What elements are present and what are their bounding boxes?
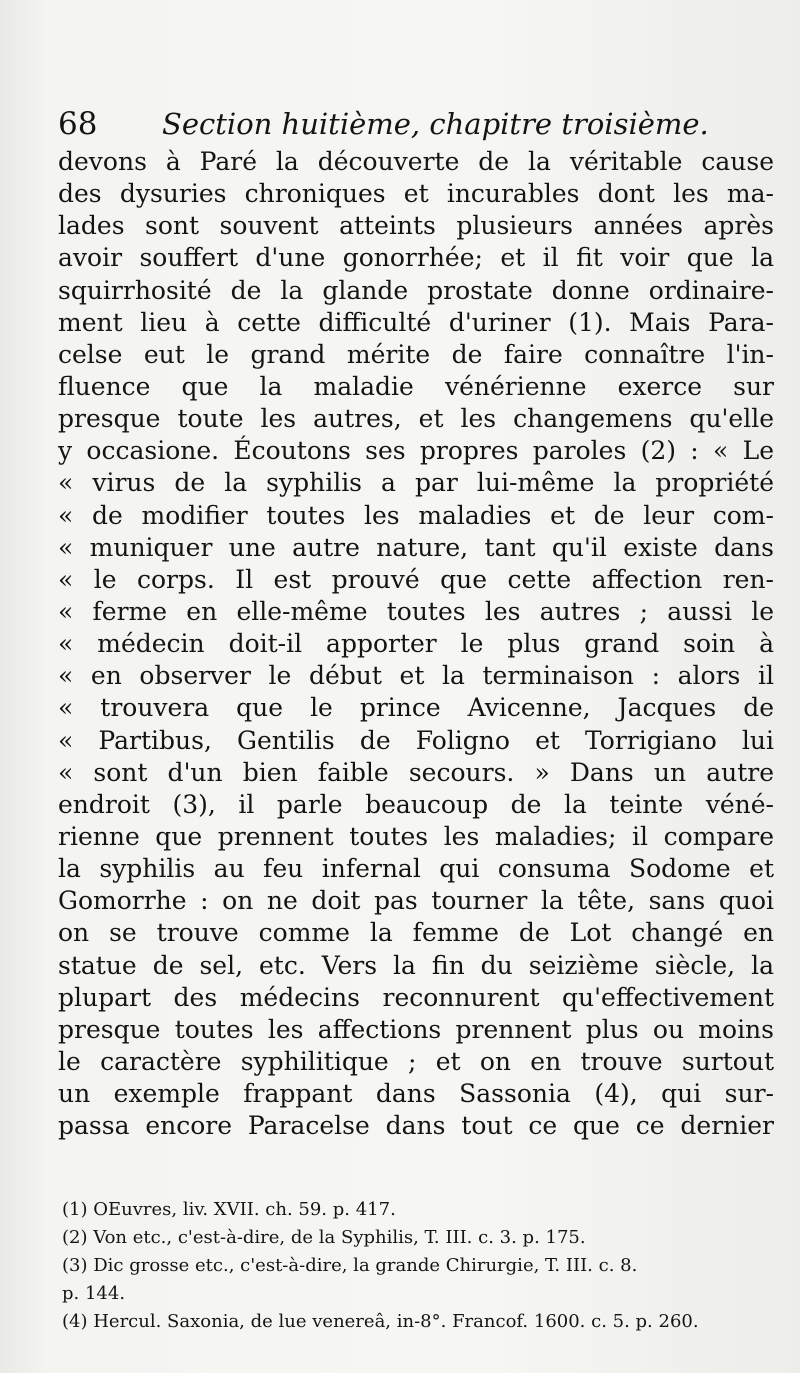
text-line: plupart des médecins reconnurent qu'effectivement bbox=[58, 982, 774, 1012]
running-head: Section huitième, chapitre troisième. bbox=[162, 107, 709, 141]
footnotes bbox=[62, 1196, 774, 1336]
text-line: « Partibus, Gentilis de Foligno et Torrigiano lui bbox=[58, 725, 774, 755]
text-line: « de modifier toutes les maladies et de leur com- bbox=[58, 500, 774, 530]
text-line: statue de sel, etc. Vers la fin du seizième siècle, la bbox=[58, 950, 774, 980]
text-line: un exemple frappant dans Sassonia (4), qui sur- bbox=[58, 1079, 774, 1109]
text-line: « sont d'un bien faible secours. » Dans un autre bbox=[58, 757, 774, 787]
page-number: 68 bbox=[58, 106, 98, 142]
text-line: devons à Paré la découverte de la véritable cause bbox=[58, 147, 774, 176]
footnote: (1) OEuvres, liv. XVII. ch. 59. p. 417. bbox=[62, 1199, 396, 1220]
text-line: le caractère syphilitique ; et on en trouve surtout bbox=[58, 1046, 774, 1076]
text-line: « virus de la syphilis a par lui-même la propriété bbox=[58, 468, 774, 498]
text-line: rienne que prennent toutes les maladies; il compare bbox=[58, 821, 774, 851]
page-header bbox=[58, 104, 778, 144]
text-line: la syphilis au feu infernal qui consuma Sodome et bbox=[58, 854, 774, 884]
text-line: des dysuries chroniques et incurables dont les ma- bbox=[58, 179, 774, 209]
text-line: squirrhosité de la glande prostate donne ordinaire- bbox=[58, 275, 774, 305]
text-line: fluence que la maladie vénérienne exerce sur bbox=[58, 371, 774, 401]
text-line: « le corps. Il est prouvé que cette affection ren- bbox=[58, 564, 774, 594]
text-line: endroit (3), il parle beaucoup de la teinte véné- bbox=[58, 789, 774, 819]
footnote: (3) Dic grosse etc., c'est-à-dire, la grande Chirurgie, T. III. c. 8. bbox=[62, 1255, 638, 1276]
footnote: (4) Hercul. Saxonia, de lue venereâ, in-8°. Francof. 1600. c. 5. p. 260. bbox=[62, 1311, 699, 1332]
text-line: « médecin doit-il apporter le plus grand soin à bbox=[58, 629, 774, 659]
text-line: « muniquer une autre nature, tant qu'il existe dans bbox=[58, 532, 774, 562]
text-line: on se trouve comme la femme de Lot changé en bbox=[58, 918, 774, 948]
text-line: ment lieu à cette difficulté d'uriner (1). Mais Para- bbox=[58, 307, 774, 337]
text-line: passa encore Paracelse dans tout ce que ce dernier bbox=[58, 1111, 774, 1141]
text-line: presque toute les autres, et les changemens qu'elle bbox=[58, 404, 774, 434]
text-line: celse eut le grand mérite de faire connaître l'in- bbox=[58, 339, 774, 369]
footnote: (2) Von etc., c'est-à-dire, de la Syphilis, T. III. c. 3. p. 175. bbox=[62, 1227, 586, 1248]
text-line: y occasione. Écoutons ses propres paroles (2) : « Le bbox=[58, 436, 774, 466]
text-line: Gomorrhe : on ne doit pas tourner la tête, sans quoi bbox=[58, 886, 774, 916]
text-line: « ferme en elle-même toutes les autres ; aussi le bbox=[58, 596, 774, 626]
text-line: « en observer le début et la terminaison : alors il bbox=[58, 661, 774, 691]
body-text bbox=[58, 146, 774, 1142]
text-line: « trouvera que le prince Avicenne, Jacques de bbox=[58, 693, 774, 723]
text-line: presque toutes les affections prennent plus ou moins bbox=[58, 1014, 774, 1044]
text-line: avoir souffert d'une gonorrhée; et il fit voir que la bbox=[58, 243, 774, 273]
footnote-continuation: p. 144. bbox=[62, 1283, 126, 1304]
text-line: lades sont souvent atteints plusieurs années après bbox=[58, 211, 774, 241]
